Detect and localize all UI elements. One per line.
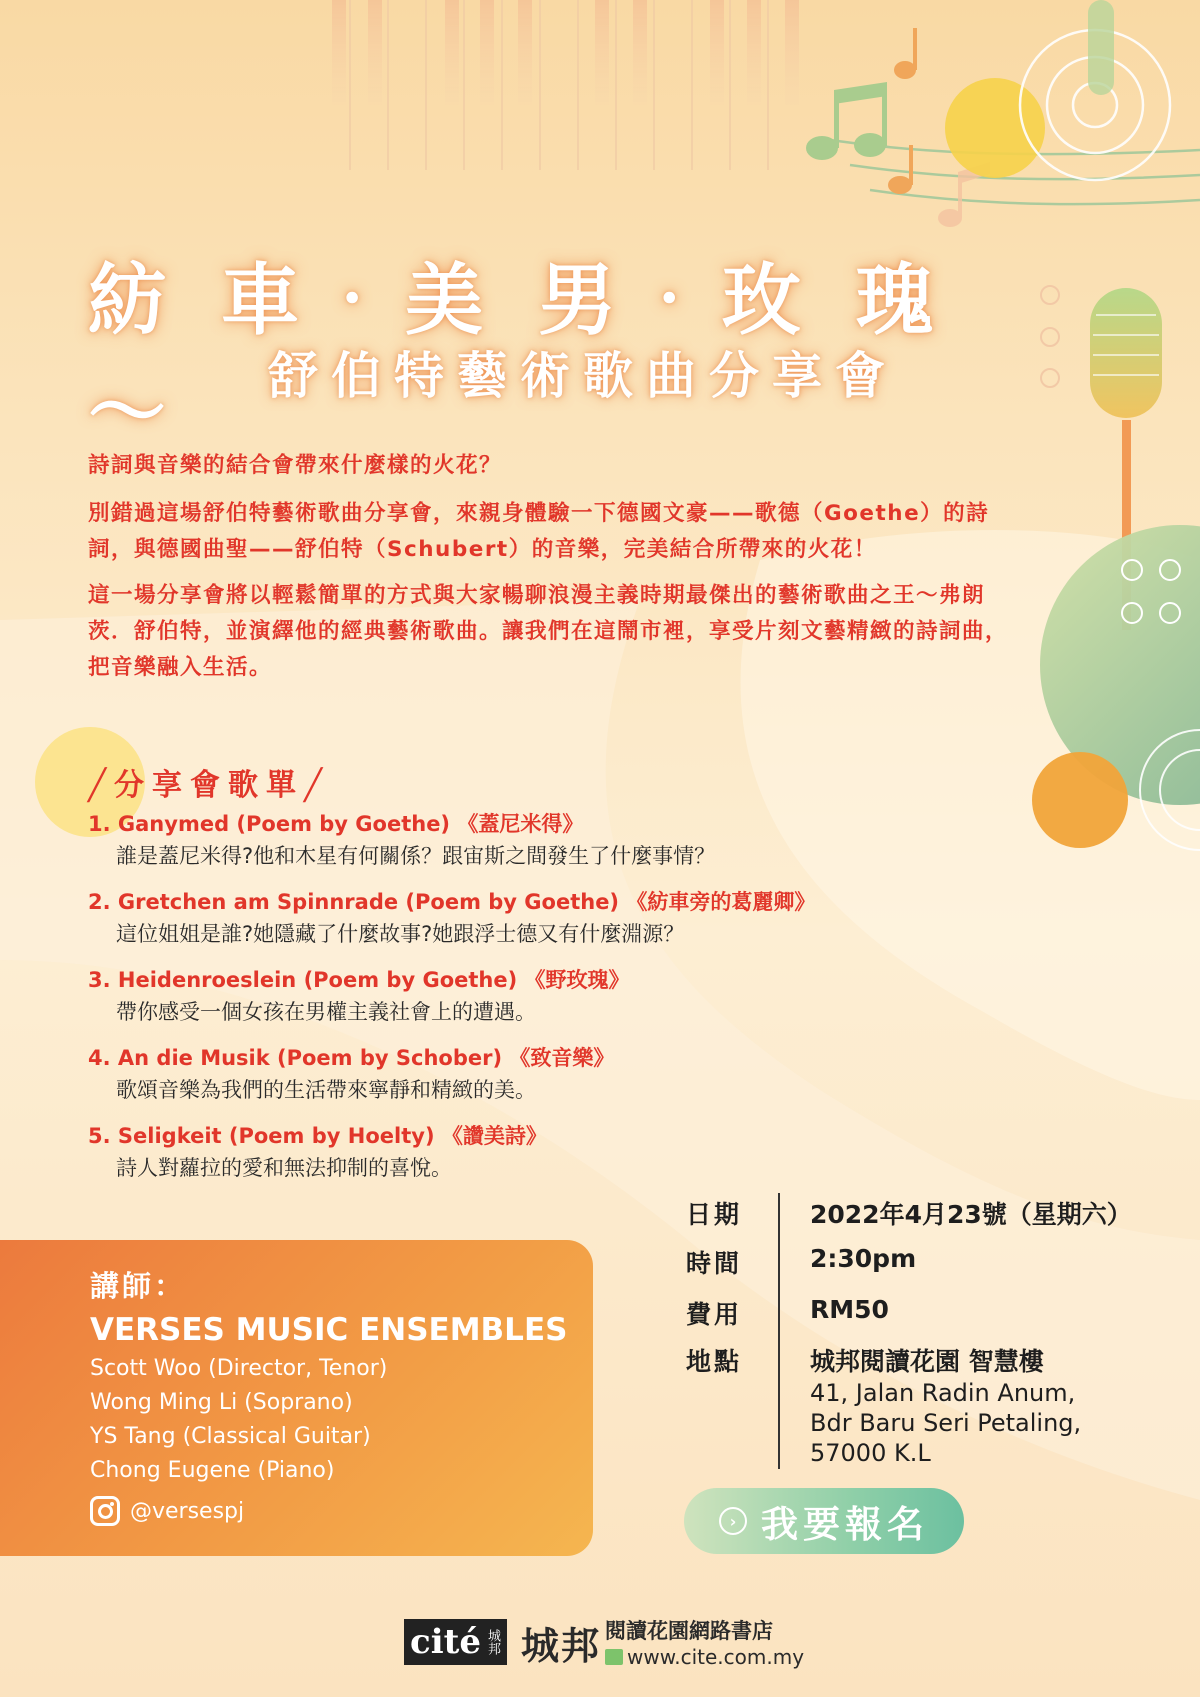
playlist — [88, 808, 948, 1198]
lecturer-member: Scott Woo (Director, Tenor) — [90, 1356, 388, 1381]
lecturer-member: YS Tang (Classical Guitar) — [90, 1424, 371, 1449]
song-title: 3. Heidenroeslein (Poem by Goethe) 《野玫瑰》 — [88, 968, 630, 992]
poster-title-sub: 舒伯特藝術歌曲分享會 — [268, 347, 898, 405]
song-description: 歌頌音樂為我們的生活帶來寧靜和精緻的美。 — [116, 1078, 536, 1102]
lecturer-members — [90, 1352, 387, 1488]
list-item — [88, 886, 948, 950]
date-value: 2022年4月23號（星期六） — [810, 1200, 1132, 1229]
time-label: 時間 — [686, 1249, 743, 1278]
footer-url — [605, 1645, 804, 1669]
lecturer-label: 講師： — [90, 1269, 187, 1303]
time-value: 2:30pm — [810, 1244, 917, 1273]
song-title: 2. Gretchen am Spinnrade (Poem by Goethe) 《紡車旁的葛麗卿》 — [88, 890, 816, 914]
address-line: 41, Jalan Radin Anum, — [810, 1379, 1076, 1407]
intro-question: 詩詞與音樂的結合會帶來什麼樣的火花？ — [88, 453, 503, 478]
venue-address — [810, 1378, 1081, 1468]
footer-text — [605, 1615, 804, 1669]
footer-brand: 城邦 — [520, 1623, 601, 1668]
song-description: 誰是蓋尼米得?他和木星有何關係？跟宙斯之間發生了什麼事情？ — [116, 844, 716, 868]
venue-value: 城邦閱讀花園 智慧樓 — [810, 1347, 1044, 1376]
venue-label: 地點 — [686, 1347, 743, 1376]
chevron-right-icon: › — [719, 1507, 747, 1535]
lecturer-member: Chong Eugene (Piano) — [90, 1458, 335, 1483]
intro-paragraph-2: 這一場分享會將以輕鬆簡單的方式與大家暢聊浪漫主義時期最傑出的藝術歌曲之王～弗朗茨．舒伯特，並演繹他的經典藝術歌曲。讓我們在這鬧市裡，享受片刻文藝精緻的詩詞曲，把音樂融入生活。 — [88, 583, 1009, 680]
lecturer-group-name: VERSES MUSIC ENSEMBLES — [90, 1312, 568, 1348]
address-line: 57000 K.L — [810, 1439, 931, 1467]
fee-label: 費用 — [686, 1300, 743, 1329]
footer-url-text: www.cite.com.my — [626, 1645, 805, 1669]
song-description: 這位姐姐是誰?她隱藏了什麼故事?她跟浮士德又有什麼淵源？ — [116, 922, 685, 946]
cite-logo-text: cité — [410, 1622, 481, 1662]
register-button[interactable] — [684, 1488, 964, 1554]
book-icon — [605, 1649, 623, 1665]
intro-text — [88, 448, 1028, 696]
song-title: 4. An die Musik (Poem by Schober) 《致音樂》 — [88, 1046, 615, 1070]
footer-logo[interactable] — [404, 1618, 805, 1669]
cite-logo — [404, 1619, 507, 1665]
song-title: 1. Ganymed (Poem by Goethe) 《蓋尼米得》 — [88, 812, 584, 836]
poster-title-main: 紡 車‧美 男‧玫 瑰 ～ — [88, 255, 948, 458]
list-item — [88, 964, 948, 1028]
details-divider — [778, 1193, 780, 1469]
list-item — [88, 1120, 948, 1184]
instagram-icon — [90, 1496, 120, 1526]
instagram-link[interactable] — [90, 1496, 244, 1526]
fee-value: RM50 — [810, 1295, 889, 1324]
song-title: 5. Seligkeit (Poem by Hoelty) 《讚美詩》 — [88, 1124, 547, 1148]
lecturer-member: Wong Ming Li (Soprano) — [90, 1390, 353, 1415]
date-label: 日期 — [686, 1200, 743, 1229]
intro-paragraph-1: 別錯過這場舒伯特藝術歌曲分享會，來親身體驗一下德國文豪——歌德（Goethe）的詩詞，與德國曲聖——舒伯特（Schubert）的音樂，完美結合所帶來的火花！ — [88, 501, 990, 562]
song-description: 帶你感受一個女孩在男權主義社會上的遭遇。 — [116, 1000, 536, 1024]
address-line: Bdr Baru Seri Petaling, — [810, 1409, 1082, 1437]
song-description: 詩人對蘿拉的愛和無法抑制的喜悅。 — [116, 1156, 452, 1180]
lecturer-panel — [0, 1240, 593, 1556]
footer-subtitle: 閱讀花園網路書店 — [604, 1619, 773, 1643]
cite-logo-small: 城邦 — [484, 1629, 500, 1655]
playlist-title: ╱分享會歌單╱ — [88, 768, 331, 803]
list-item — [88, 808, 948, 872]
instagram-handle: @versespj — [130, 1498, 245, 1524]
register-label: 我要報名 — [761, 1503, 929, 1546]
list-item — [88, 1042, 948, 1106]
